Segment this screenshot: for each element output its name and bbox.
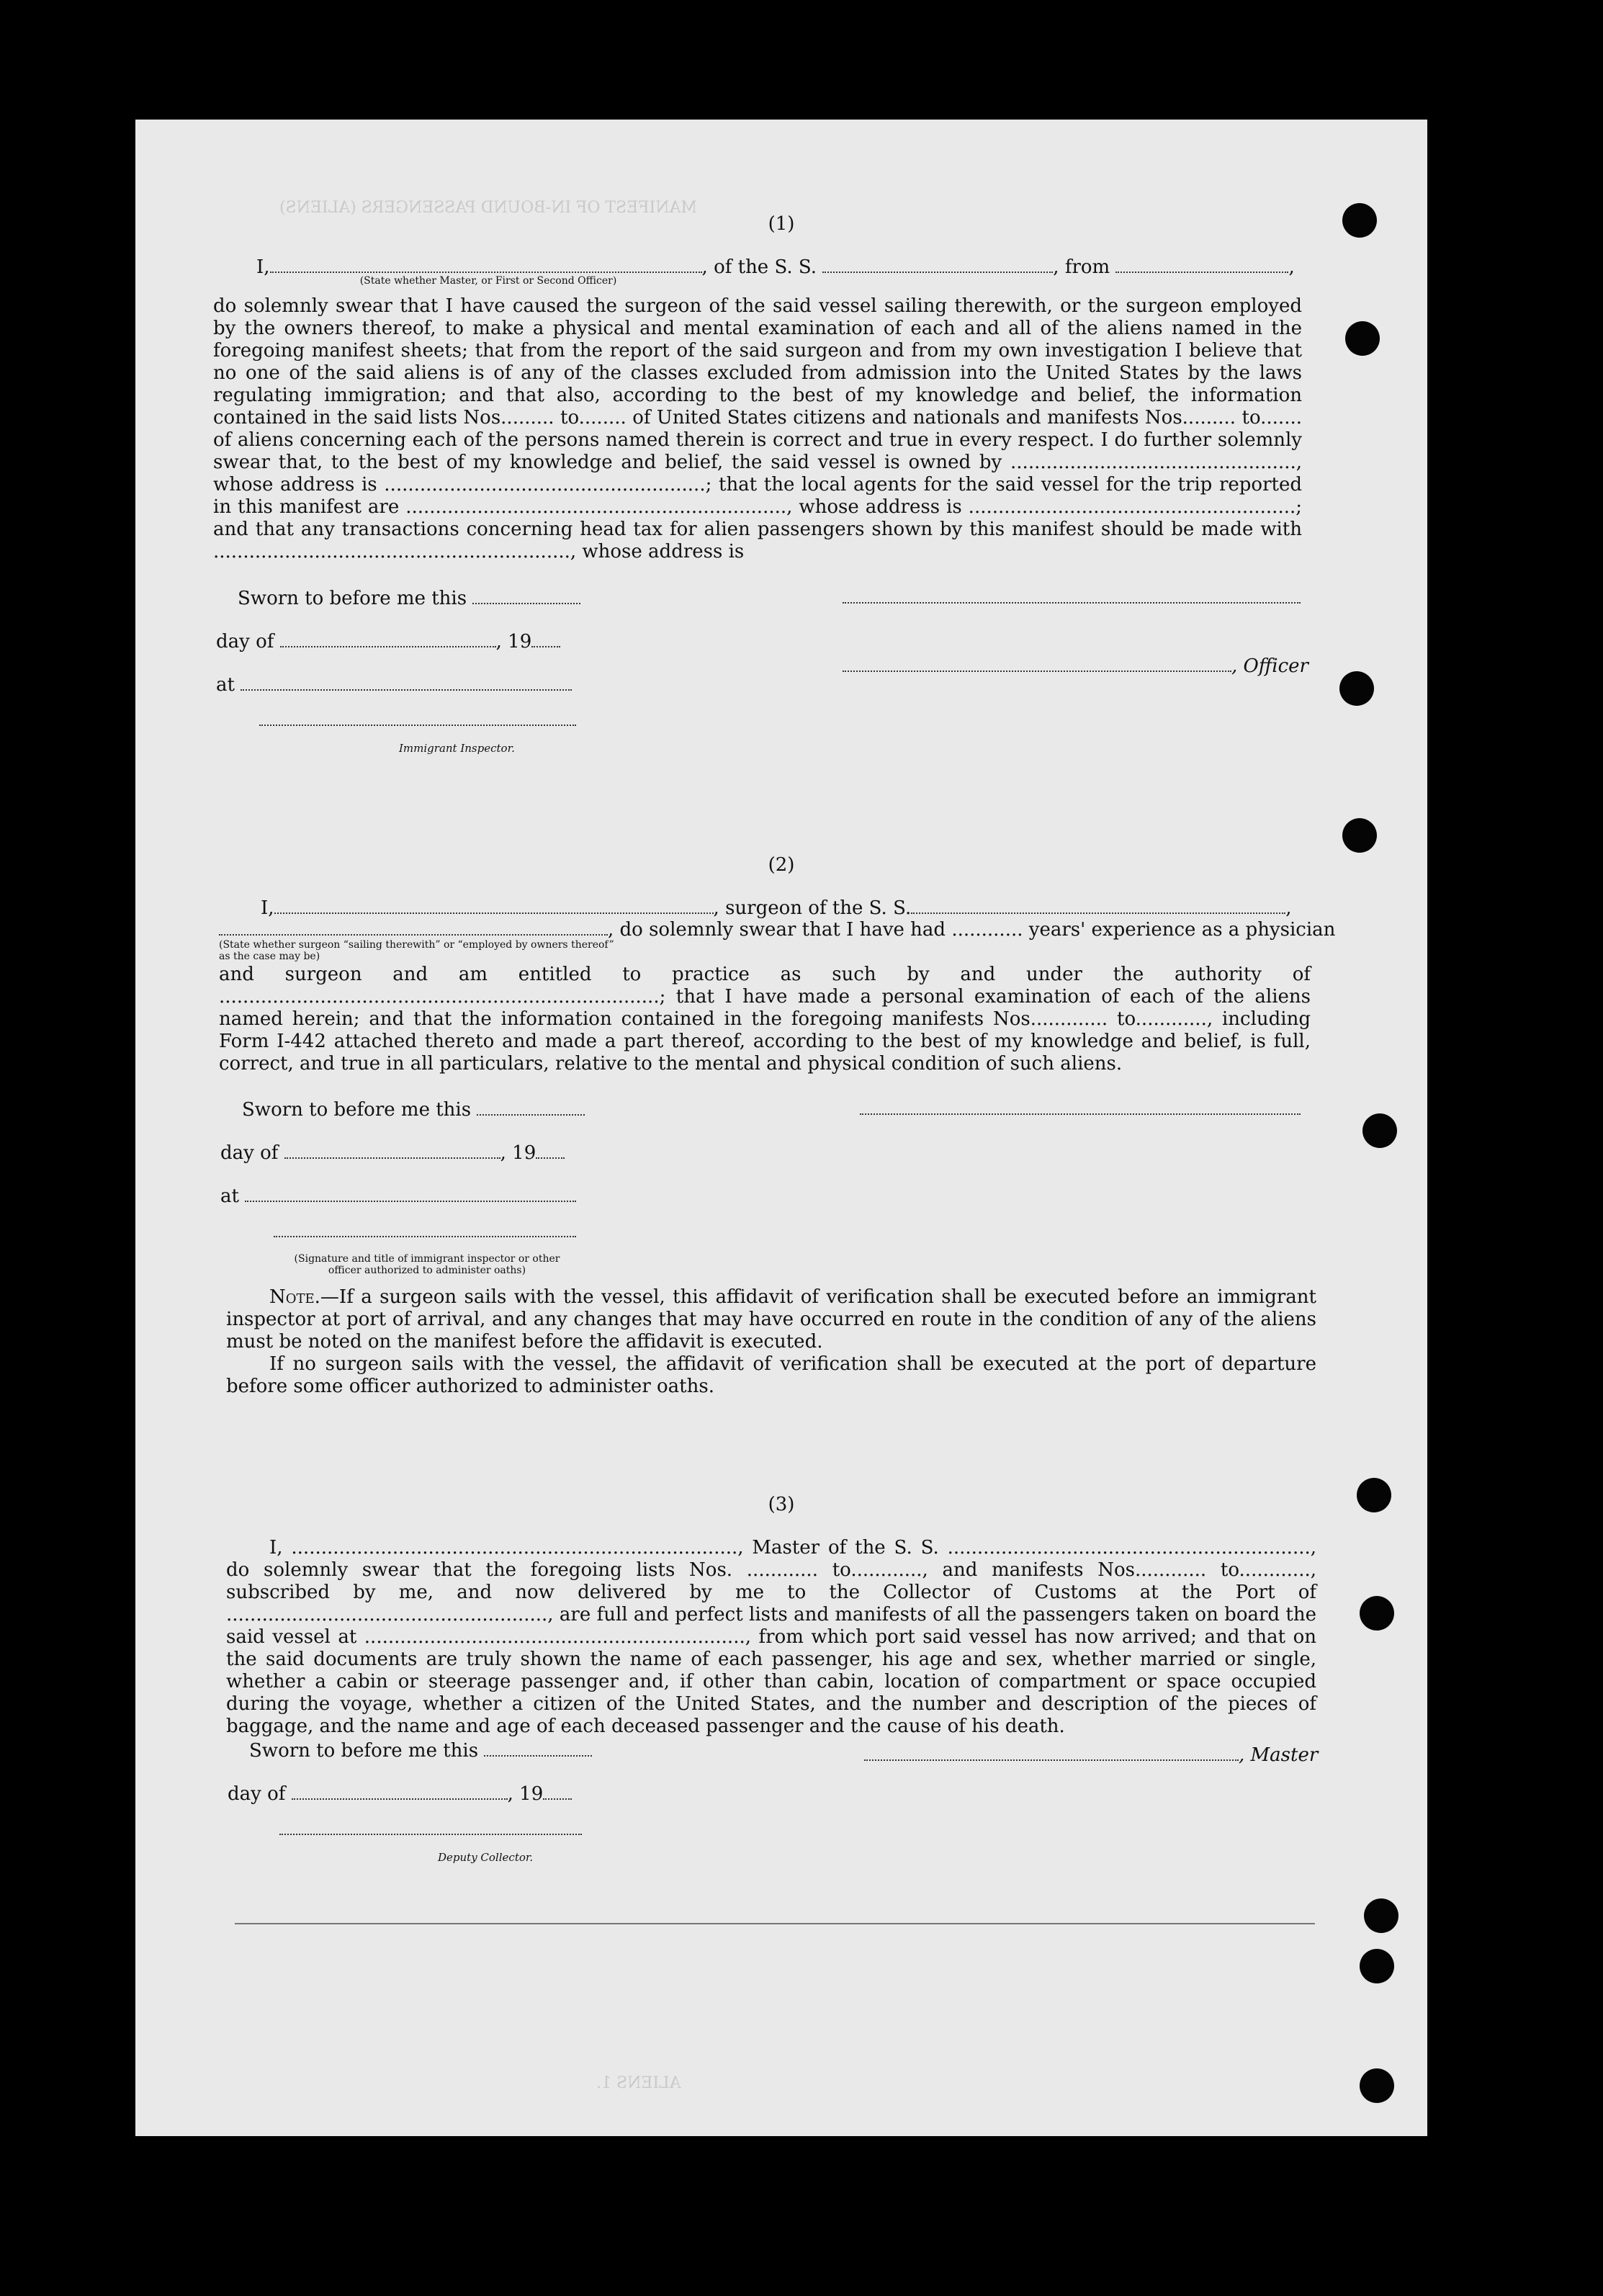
from-label: , from [1053, 256, 1110, 278]
binder-hole [1342, 818, 1377, 853]
section-1-at: at [216, 674, 572, 696]
opening-i: I, [256, 256, 270, 278]
note-paragraph-2: If no surgeon sails with the vessel, the affidavit of verification shall be executed at the port of departure before some officer authorized to administer oaths. [226, 1353, 1316, 1397]
section-1-day-of: day of , 19 [216, 631, 560, 653]
binder-hole [1345, 321, 1380, 356]
bleed-through-header: MANIFEST OF IN-BOUND PASSENGERS (ALIENS) [279, 199, 697, 217]
section-2-number: (2) [768, 854, 795, 876]
collector-caption: Deputy Collector. [438, 1851, 534, 1864]
section-3-number: (3) [768, 1494, 795, 1515]
master-caption: (State whether Master, or First or Second Officer) [359, 275, 617, 287]
section-3-sworn: Sworn to before me this [249, 1740, 592, 1762]
officer-signature: , Officer [843, 655, 1308, 677]
binder-hole [1360, 1596, 1394, 1631]
master-signature: , Master [864, 1744, 1318, 1766]
section-2-body: and surgeon and am entitled to practice as such by and under the authority of ..........................................................................; that I have made a personal examination of each of the aliens named herein; and that the information contained in the foregoing manifests Nos............. to............, including Form I-442 attached thereto and made a part thereof, according to the best of my knowledge and belief, is full, correct, and true in all particulars, relative to the mental and physical condition of such aliens. [219, 964, 1311, 1075]
section-3-day-of: day of , 19 [228, 1783, 572, 1805]
note-label: Note. [269, 1286, 320, 1308]
binder-hole [1362, 1113, 1397, 1148]
section-2-day-of: day of , 19 [220, 1142, 565, 1164]
note-paragraph [226, 1286, 1316, 1353]
section-2-sworn: Sworn to before me this [242, 1099, 585, 1121]
collector-signature-line [279, 1834, 582, 1835]
signature-caption: (Signature and title of immigrant inspector or other officer authorized to administer oaths) [294, 1253, 560, 1276]
note-text: —If a surgeon sails with the vessel, this affidavit of verification shall be executed before an immigrant inspector at port of arrival, and any changes that may have occurred en route in the condition of any of the aliens must be noted on the manifest before the affidavit is executed. [226, 1286, 1316, 1353]
section-1-body: do solemnly swear that I have caused the surgeon of the said vessel sailing therewith, or the surgeon employed by the owners thereof, to make a physical and mental examination of each and all of the aliens named in the foregoing manifest sheets; that from the report of the said surgeon and from my own investigation I believe that no one of the said aliens is of any of the classes excluded from admission into the United States by the laws regulating immigration; and that also, according to the best of my knowledge and belief, the information contained in the said lists Nos......... to........ of United States citizens and nationals and manifests Nos......... to....... of aliens concerning each of the persons named therein is correct and true in every respect. I do further solemnly swear that, to the best of my knowledge and belief, the said vessel is owned by ................................................, whose address is ......................................................; that the local agents for the said vessel for the trip reported in this manifest are ................................................................, whose address is .......................................................; and that any transactions concerning head tax for alien passengers shown by this manifest should be made with ............................................................, whose address is [213, 295, 1302, 562]
section-2-at: at [220, 1185, 576, 1207]
binder-hole [1364, 1898, 1398, 1933]
section-1-sworn: Sworn to before me this [238, 588, 580, 609]
binder-hole [1339, 671, 1374, 706]
section-2-inspector-line [274, 1236, 576, 1237]
officer-signature-line-top [843, 602, 1301, 604]
section-1-number: (1) [768, 213, 795, 235]
section-1-first-line: I, , of the S. S. , from , [256, 256, 1295, 278]
inspector-signature-line [259, 725, 576, 726]
binder-hole [1360, 2068, 1394, 2103]
sailing-caption: (State whether surgeon “sailing therewith” or “employed by owners thereof” as the case may be) [219, 939, 614, 962]
section-2-first-line: I, , surgeon of the S. S. , [261, 897, 1292, 919]
surgeon-signature-line [860, 1113, 1301, 1115]
bottom-rule [235, 1923, 1315, 1924]
of-ss-label: , of the S. S. [701, 256, 817, 278]
section-3-body: I, ..........................................................................., Master of the S. S. ............................................................., do solemnly swear that the foregoing lists Nos. ............ to............, and manifests Nos............ to............, subscribed by me, and now delivered by me to the Collector of Customs at the Port of ......................................................, are full and perfect lists and manifests of all the passengers taken on board the said vessel at ................................................................, from which port said vessel has now arrived; and that on the said documents are truly shown the name of each passenger, his age and sex, whether married or single, whether a cabin or steerage passenger and, if other than cabin, location of compartment or space occupied during the voyage, whether a citizen of the United States, and the number and description of the pieces of baggage, and the name and age of each deceased passenger and the cause of his death. [226, 1537, 1316, 1737]
section-2-second-line: , do solemnly swear that I have had ............ years' experience as a physician [219, 919, 1335, 941]
inspector-caption: Immigrant Inspector. [399, 742, 515, 755]
binder-hole [1360, 1949, 1394, 1983]
manifest-page [135, 120, 1427, 2136]
bleed-through-footer: ALIENS 1. [596, 2074, 681, 2092]
